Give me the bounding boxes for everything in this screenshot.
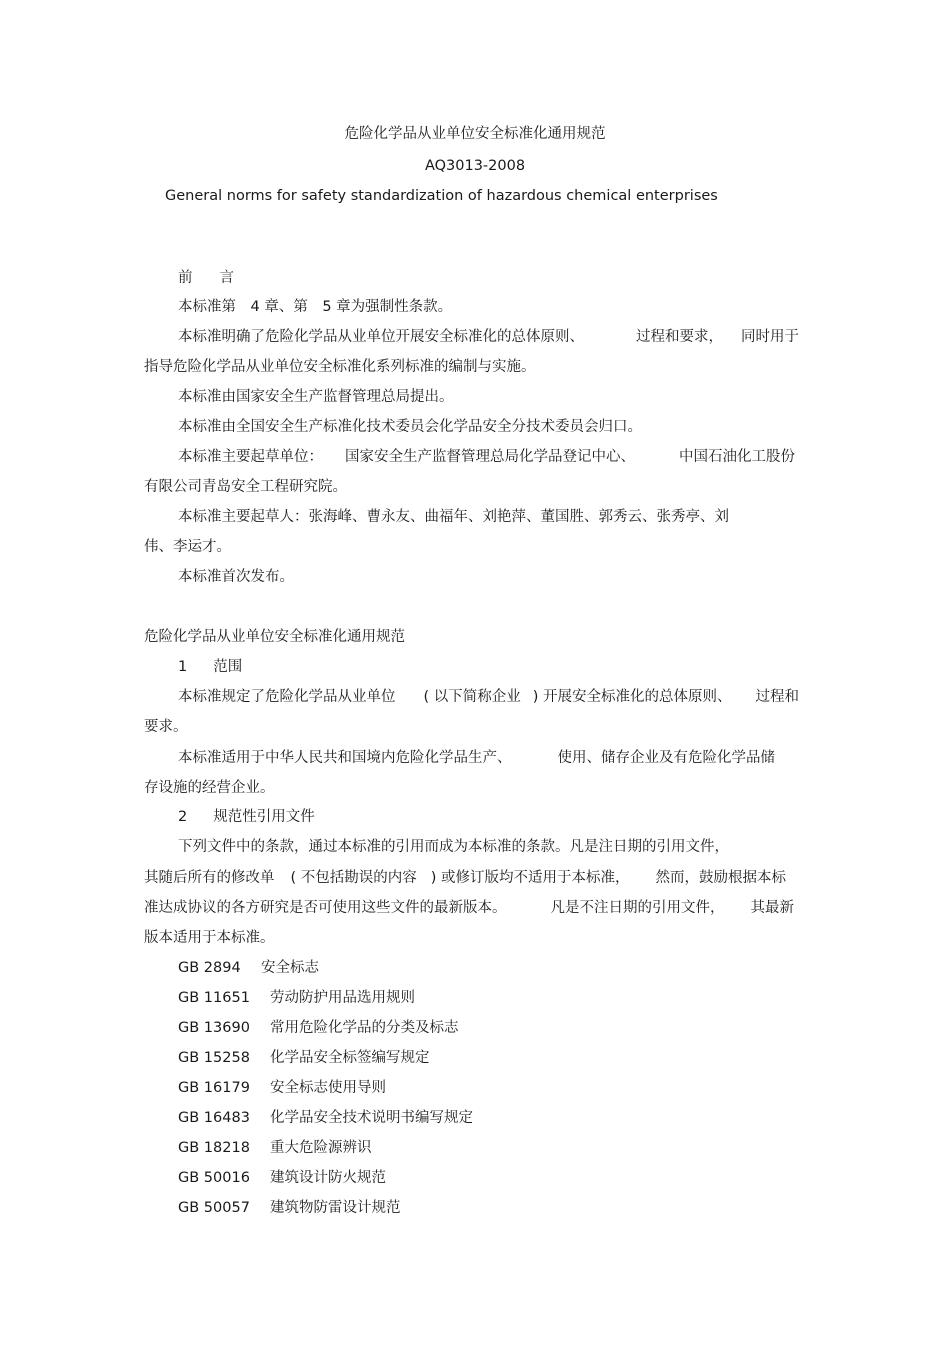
s2-p1-d: ) 或修订版均不适用于本标准，: [430, 870, 630, 886]
reference-code: GB 16483: [178, 1110, 250, 1126]
reference-code: GB 13690: [178, 1020, 250, 1036]
foreword-p5-a: 本标准主要起草单位：: [178, 449, 323, 465]
reference-name: 安全标志使用导则: [270, 1080, 386, 1096]
s2-p1-g: 凡是不注日期的引用文件，: [550, 900, 725, 916]
foreword-p2-b: 过程和要求，: [636, 329, 723, 345]
foreword-p2-line2: 指导危险化学品从业单位安全标准化系列标准的编制与实施。: [144, 359, 536, 375]
foreword-p6-line2: 伟、李运才。: [144, 539, 231, 555]
section-2-heading: [178, 807, 315, 827]
reference-code: GB 2894: [178, 960, 241, 976]
section-2-number: 2: [178, 809, 188, 825]
foreword-heading-b: 言: [219, 270, 234, 286]
reference-item: [178, 1078, 386, 1098]
reference-item: [178, 958, 319, 978]
reference-code: GB 50057: [178, 1200, 250, 1216]
foreword-p3: 本标准由国家安全生产监督管理总局提出。: [178, 389, 454, 405]
foreword-p2-line1: [178, 327, 799, 347]
reference-name: 建筑设计防火规范: [270, 1170, 386, 1186]
reference-name: 建筑物防雷设计规范: [270, 1200, 401, 1216]
reference-item: [178, 1018, 459, 1038]
reference-item: [178, 1108, 473, 1128]
s1-p1-d: 过程和: [755, 689, 800, 705]
reference-code: GB 16179: [178, 1080, 250, 1096]
foreword-p5-c: 中国石油化工股份: [679, 449, 795, 465]
foreword-p5-line2: 有限公司青岛安全工程研究院。: [144, 479, 347, 495]
s2-p1-c: ( 不包括勘误的内容: [290, 870, 417, 886]
foreword-p5-b: 国家安全生产监督管理总局化学品登记中心、: [345, 449, 635, 465]
doc-code: AQ3013-2008: [424, 158, 526, 174]
doc-title-en: General norms for safety standardization of hazardous chemical enterprises: [165, 188, 718, 204]
foreword-p2-c: 同时用于: [741, 329, 799, 345]
doc-title-cn: 危险化学品从业单位安全标准化通用规范: [344, 126, 606, 142]
reference-name: 劳动防护用品选用规则: [270, 990, 415, 1006]
s1-p1-b: ( 以下简称企业: [423, 689, 521, 705]
foreword-p4: 本标准由全国安全生产标准化技术委员会化学品安全分技术委员会归口。: [178, 419, 642, 435]
reference-code: GB 18218: [178, 1140, 250, 1156]
section-1-p2-line2: 存设施的经营企业。: [144, 780, 275, 796]
s1-p2-b: 使用、储存企业及有危险化学品储: [557, 750, 775, 766]
s2-p1-f: 准达成协议的各方研究是否可使用这些文件的最新版本。: [144, 900, 507, 916]
section-1-p1-line2: 要求。: [144, 719, 188, 735]
section-1-heading: [178, 657, 242, 677]
reference-name: 化学品安全技术说明书编写规定: [270, 1110, 473, 1126]
s2-p1-h: 其最新: [750, 900, 794, 916]
foreword-heading-a: 前: [178, 270, 193, 286]
reference-item: [178, 1168, 386, 1188]
foreword-p7: 本标准首次发布。: [178, 569, 294, 585]
section-1-title: 范围: [213, 659, 243, 675]
reference-name: 重大危险源辨识: [270, 1140, 372, 1156]
body-title: 危险化学品从业单位安全标准化通用规范: [144, 629, 405, 645]
s2-p1-e: 然而，鼓励根据本标: [655, 870, 787, 886]
foreword-p6-line1: 本标准主要起草人：张海峰、曹永友、曲福年、刘艳萍、董国胜、郭秀云、张秀亭、刘: [178, 509, 729, 525]
s1-p2-a: 本标准适用于中华人民共和国境内危险化学品生产、: [178, 750, 512, 766]
section-2-p1-line1: 下列文件中的条款，通过本标准的引用而成为本标准的条款。凡是注日期的引用文件，: [178, 839, 729, 855]
reference-name: 化学品安全标签编写规定: [270, 1050, 430, 1066]
reference-code: GB 50016: [178, 1170, 250, 1186]
reference-code: GB 11651: [178, 990, 250, 1006]
s2-p1-b: 其随后所有的修改单: [144, 870, 275, 886]
section-1-p1-line1: [178, 687, 799, 707]
foreword-p5-line1: [178, 447, 795, 467]
section-2-p1-line3: [144, 898, 794, 918]
reference-item: [178, 988, 415, 1008]
s1-p1-a: 本标准规定了危险化学品从业单位: [178, 689, 396, 705]
reference-item: [178, 1048, 430, 1068]
reference-code: GB 15258: [178, 1050, 250, 1066]
foreword-p1: 本标准第 4 章、第 5 章为强制性条款。: [178, 299, 453, 315]
section-2-p1-line4: 版本适用于本标准。: [144, 930, 275, 946]
reference-name: 常用危险化学品的分类及标志: [270, 1020, 459, 1036]
section-1-p2-line1: [178, 748, 775, 768]
foreword-heading: [178, 268, 234, 288]
reference-name: 安全标志: [261, 960, 319, 976]
section-2-title: 规范性引用文件: [213, 809, 315, 825]
foreword-p2-a: 本标准明确了危险化学品从业单位开展安全标准化的总体原则、: [178, 329, 584, 345]
section-2-p1-line2: [144, 868, 786, 888]
s1-p1-c: ) 开展安全标准化的总体原则、: [532, 689, 732, 705]
reference-item: [178, 1198, 401, 1218]
reference-item: [178, 1138, 372, 1158]
section-1-number: 1: [178, 659, 188, 675]
